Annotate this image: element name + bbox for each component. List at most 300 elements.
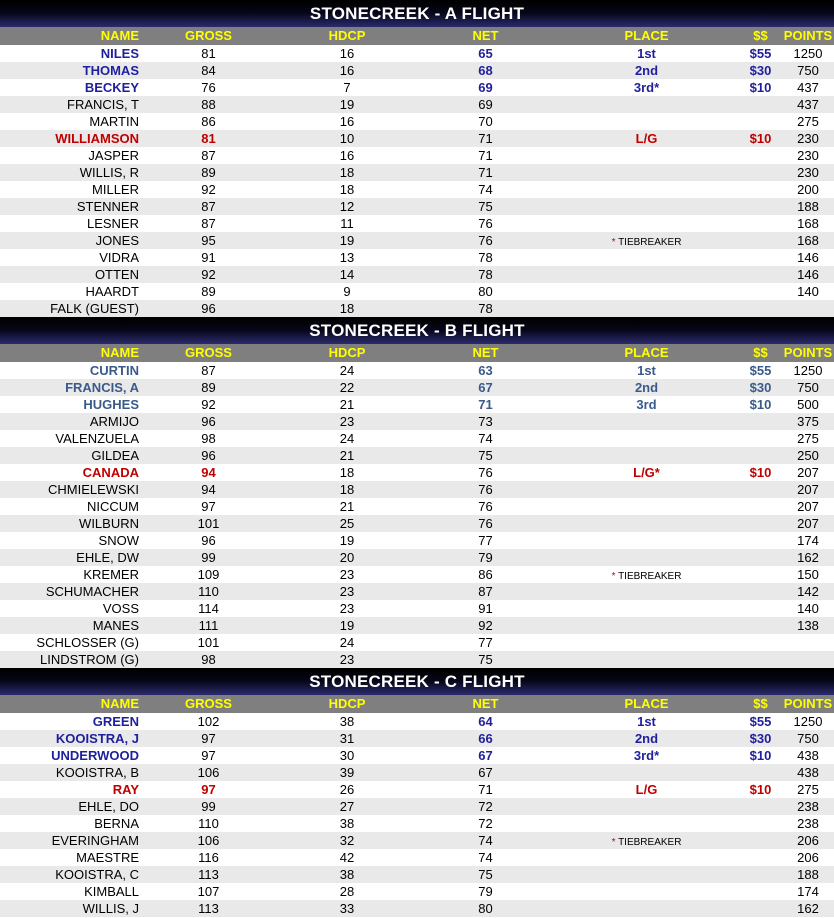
table-row: [0, 651, 834, 668]
cell-place: [554, 798, 739, 815]
cell-name: EVERINGHAM: [51, 833, 139, 848]
cell-points: 162: [797, 901, 819, 916]
table-row: [0, 45, 834, 62]
cell-name: OTTEN: [94, 267, 139, 282]
cell-place: [554, 249, 739, 266]
cell-money: [739, 215, 782, 232]
cell-place: [554, 549, 739, 566]
cell-name: KOOISTRA, C: [55, 867, 139, 882]
cell-name: MANES: [92, 618, 139, 633]
table-row: [0, 300, 834, 317]
cell-gross: 97: [201, 731, 216, 746]
cell-points: 750: [797, 63, 819, 78]
cell-place: [554, 600, 739, 617]
cell-gross: 91: [201, 250, 216, 265]
cell-name: VOSS: [102, 601, 139, 616]
cell-net: 76: [478, 233, 493, 248]
cell-gross: 116: [198, 850, 219, 865]
cell-money: $55: [749, 46, 772, 61]
cell-name: SNOW: [98, 533, 139, 548]
cell-place: [554, 113, 739, 130]
cell-place: 2nd: [634, 731, 659, 746]
cell-net: 63: [478, 363, 493, 378]
cell-net: 67: [478, 765, 493, 780]
cell-points: 230: [797, 131, 819, 146]
cell-points: 750: [797, 731, 819, 746]
cell-money: [739, 815, 782, 832]
cell-hdcp: 23: [339, 601, 355, 616]
cell-net: 65: [478, 46, 493, 61]
table-row: [0, 713, 834, 730]
cell-net: 74: [478, 182, 493, 197]
column-header-place: PLACE: [624, 696, 669, 711]
cell-place: [554, 566, 739, 583]
cell-gross: 76: [201, 80, 216, 95]
cell-points: 207: [797, 482, 819, 497]
cell-place: [554, 651, 739, 668]
cell-gross: 99: [201, 799, 216, 814]
cell-hdcp: 33: [339, 901, 355, 916]
cell-points: 437: [797, 97, 819, 112]
cell-gross: 94: [201, 482, 216, 497]
cell-hdcp: 16: [339, 148, 355, 163]
cell-name: FRANCIS, T: [67, 97, 139, 112]
cell-money: [739, 430, 782, 447]
cell-money: [739, 181, 782, 198]
cell-money: [739, 764, 782, 781]
cell-money: [739, 849, 782, 866]
cell-points: 150: [797, 567, 819, 582]
cell-hdcp: 18: [339, 165, 355, 180]
cell-points: 1250: [793, 363, 823, 378]
cell-gross: 107: [197, 884, 220, 899]
cell-hdcp: 13: [339, 250, 355, 265]
cell-money: [739, 147, 782, 164]
cell-gross: 96: [201, 301, 216, 316]
cell-net: 67: [478, 748, 493, 763]
cell-gross: 88: [201, 97, 216, 112]
cell-net: 79: [478, 884, 493, 899]
cell-money: [739, 515, 782, 532]
cell-net: 69: [478, 97, 493, 112]
cell-net: 91: [478, 601, 493, 616]
cell-points: 1250: [793, 714, 823, 729]
table-row: [0, 164, 834, 181]
cell-hdcp: 19: [339, 233, 355, 248]
cell-money: $30: [749, 731, 772, 746]
cell-place: [554, 498, 739, 515]
column-header-net: NET: [472, 345, 499, 360]
cell-place: [554, 583, 739, 600]
table-row: [0, 79, 834, 96]
cell-net: 92: [478, 618, 493, 633]
cell-money: [739, 866, 782, 883]
tiebreaker-star: *: [611, 237, 616, 248]
table-row: [0, 849, 834, 866]
table-row: [0, 249, 834, 266]
cell-money: [739, 249, 782, 266]
cell-points: 230: [797, 165, 819, 180]
cell-points: 207: [797, 516, 819, 531]
cell-hdcp: 12: [339, 199, 355, 214]
table-row: [0, 747, 834, 764]
column-header-place: PLACE: [624, 345, 669, 360]
table-row: [0, 181, 834, 198]
column-header-row: [0, 344, 834, 362]
table-row: [0, 883, 834, 900]
cell-gross: 113: [198, 867, 219, 882]
table-row: [0, 147, 834, 164]
cell-name: BERNA: [94, 816, 139, 831]
column-header-hdcp: HDCP: [328, 28, 366, 43]
cell-gross: 110: [198, 584, 219, 599]
cell-name: FRANCIS, A: [65, 380, 139, 395]
cell-points: [782, 651, 834, 668]
cell-net: 76: [478, 482, 493, 497]
cell-place: [554, 764, 739, 781]
cell-points: 142: [797, 584, 819, 599]
table-row: [0, 430, 834, 447]
cell-net: 70: [478, 114, 493, 129]
table-row: [0, 515, 834, 532]
cell-name: WILBURN: [79, 516, 139, 531]
column-header-money: $$: [753, 696, 768, 711]
flight-title: STONECREEK - A FLIGHT: [0, 0, 834, 27]
cell-points: 250: [797, 448, 819, 463]
cell-hdcp: 27: [339, 799, 355, 814]
cell-gross: 98: [201, 652, 216, 667]
cell-gross: 87: [201, 148, 216, 163]
cell-name: WILLIS, J: [82, 901, 139, 916]
cell-gross: 111: [198, 618, 219, 633]
table-row: [0, 215, 834, 232]
table-row: [0, 498, 834, 515]
cell-hdcp: 38: [339, 714, 355, 729]
cell-gross: 97: [201, 782, 216, 797]
cell-gross: 84: [201, 63, 216, 78]
cell-points: 437: [797, 80, 819, 95]
cell-name: MARTIN: [89, 114, 139, 129]
table-row: [0, 798, 834, 815]
cell-name: EHLE, DW: [76, 550, 139, 565]
cell-name: JONES: [95, 233, 139, 248]
flight-section: [0, 0, 834, 317]
table-row: [0, 764, 834, 781]
column-header-name: NAME: [100, 28, 139, 43]
cell-hdcp: 38: [339, 867, 355, 882]
cell-place: [554, 532, 739, 549]
cell-place: [554, 283, 739, 300]
cell-hdcp: 23: [339, 652, 355, 667]
cell-net: 75: [478, 199, 493, 214]
cell-money: $30: [749, 63, 772, 78]
cell-money: $10: [749, 748, 772, 763]
cell-money: [739, 413, 782, 430]
cell-hdcp: 19: [339, 97, 355, 112]
cell-hdcp: 21: [339, 499, 355, 514]
table-row: [0, 464, 834, 481]
cell-gross: 95: [201, 233, 216, 248]
cell-name: VIDRA: [99, 250, 139, 265]
cell-place: [554, 617, 739, 634]
table-row: [0, 566, 834, 583]
cell-money: $10: [749, 80, 772, 95]
column-header-row: [0, 695, 834, 713]
cell-hdcp: 26: [339, 782, 355, 797]
cell-hdcp: 39: [339, 765, 355, 780]
cell-hdcp: 22: [339, 380, 355, 395]
table-row: [0, 379, 834, 396]
cell-name: GILDEA: [91, 448, 139, 463]
table-row: [0, 266, 834, 283]
cell-points: 168: [797, 216, 819, 231]
column-header-name: NAME: [100, 345, 139, 360]
cell-place: 2nd: [634, 63, 659, 78]
cell-points: 188: [797, 199, 819, 214]
cell-hdcp: 10: [339, 131, 355, 146]
cell-hdcp: 7: [343, 80, 351, 95]
cell-points: [782, 634, 834, 651]
cell-points: 146: [797, 250, 819, 265]
cell-place: [554, 515, 739, 532]
cell-points: 375: [797, 414, 819, 429]
cell-points: 162: [797, 550, 819, 565]
cell-place: [554, 481, 739, 498]
cell-net: 68: [478, 63, 493, 78]
cell-name: JASPER: [88, 148, 139, 163]
cell-gross: 86: [201, 114, 216, 129]
cell-place: 1st: [637, 714, 656, 729]
cell-hdcp: 30: [339, 748, 355, 763]
cell-points: 750: [797, 380, 819, 395]
cell-gross: 87: [201, 199, 216, 214]
cell-net: 76: [478, 465, 493, 480]
cell-money: [739, 164, 782, 181]
column-header-points: POINTS: [783, 696, 833, 711]
cell-name: HAARDT: [85, 284, 139, 299]
cell-net: 87: [478, 584, 493, 599]
cell-place: [554, 634, 739, 651]
cell-hdcp: 20: [339, 550, 355, 565]
cell-name: VALENZUELA: [55, 431, 139, 446]
cell-hdcp: 32: [339, 833, 355, 848]
cell-gross: 81: [201, 46, 216, 61]
cell-net: 77: [478, 533, 493, 548]
tiebreaker-star: *: [611, 837, 616, 848]
cell-points: 168: [797, 233, 819, 248]
cell-place: [554, 430, 739, 447]
table-row: [0, 617, 834, 634]
column-header-hdcp: HDCP: [328, 345, 366, 360]
cell-points: 174: [797, 884, 819, 899]
cell-name: SCHLOSSER (G): [36, 635, 139, 650]
cell-hdcp: 21: [339, 448, 355, 463]
cell-money: [739, 832, 782, 849]
cell-money: [739, 900, 782, 917]
cell-place: [554, 900, 739, 917]
cell-hdcp: 24: [339, 635, 355, 650]
cell-net: 76: [478, 216, 493, 231]
cell-gross: 101: [197, 635, 220, 650]
table-row: [0, 113, 834, 130]
tiebreaker-label: TIEBREAKER: [618, 237, 682, 248]
cell-money: [739, 532, 782, 549]
column-header-gross: GROSS: [185, 28, 232, 43]
tiebreaker-note: [612, 571, 682, 582]
table-row: [0, 900, 834, 917]
cell-gross: 110: [198, 816, 219, 831]
cell-name: BECKEY: [84, 80, 139, 95]
cell-net: 72: [478, 799, 493, 814]
cell-money: [739, 283, 782, 300]
cell-hdcp: 14: [339, 267, 355, 282]
cell-net: 79: [478, 550, 493, 565]
cell-points: 206: [797, 850, 819, 865]
cell-place: [554, 849, 739, 866]
table-row: [0, 532, 834, 549]
cell-money: [739, 634, 782, 651]
cell-money: $55: [749, 363, 772, 378]
cell-place: [554, 266, 739, 283]
cell-net: 75: [478, 448, 493, 463]
cell-place: 3rd: [636, 397, 657, 412]
tiebreaker-note: [612, 237, 682, 248]
table-row: [0, 130, 834, 147]
flight-section: [0, 668, 834, 917]
flight-section: [0, 317, 834, 668]
cell-money: $10: [749, 397, 772, 412]
cell-hdcp: 9: [343, 284, 351, 299]
table-row: [0, 62, 834, 79]
column-header-net: NET: [472, 696, 499, 711]
cell-net: 71: [478, 148, 493, 163]
cell-place: [554, 181, 739, 198]
cell-name: SCHUMACHER: [45, 584, 139, 599]
cell-net: 74: [478, 833, 493, 848]
cell-net: 71: [478, 165, 493, 180]
cell-place: [554, 815, 739, 832]
cell-points: 230: [797, 148, 819, 163]
cell-name: STENNER: [76, 199, 139, 214]
cell-name: LINDSTROM (G): [40, 652, 139, 667]
cell-points: 140: [797, 284, 819, 299]
cell-place: [554, 883, 739, 900]
cell-money: [739, 583, 782, 600]
cell-place: [554, 198, 739, 215]
cell-points: 206: [797, 833, 819, 848]
cell-hdcp: 23: [339, 584, 355, 599]
cell-money: [739, 198, 782, 215]
cell-name: MILLER: [92, 182, 139, 197]
cell-net: 76: [478, 516, 493, 531]
cell-name: NICCUM: [87, 499, 139, 514]
cell-name: WILLIS, R: [79, 165, 139, 180]
cell-name: CHMIELEWSKI: [47, 482, 139, 497]
cell-gross: 97: [201, 748, 216, 763]
cell-gross: 94: [201, 465, 216, 480]
cell-gross: 92: [201, 397, 216, 412]
cell-place: [554, 413, 739, 430]
cell-name: KOOISTRA, J: [55, 731, 139, 746]
cell-money: [739, 883, 782, 900]
cell-place: L/G: [635, 782, 658, 797]
cell-name: FALK (GUEST): [50, 301, 139, 316]
cell-money: [739, 498, 782, 515]
column-header-place: PLACE: [624, 28, 669, 43]
cell-place: [554, 447, 739, 464]
cell-money: [739, 566, 782, 583]
column-header-name: NAME: [100, 696, 139, 711]
cell-gross: 99: [201, 550, 216, 565]
column-header-hdcp: HDCP: [328, 696, 366, 711]
table-row: [0, 730, 834, 747]
cell-hdcp: 16: [339, 114, 355, 129]
cell-hdcp: 18: [339, 182, 355, 197]
cell-place: 1st: [637, 46, 656, 61]
cell-place: [554, 232, 739, 249]
cell-points: 188: [797, 867, 819, 882]
cell-gross: 89: [201, 165, 216, 180]
column-header-net: NET: [472, 28, 499, 43]
table-row: [0, 413, 834, 430]
cell-net: 76: [478, 499, 493, 514]
cell-hdcp: 25: [339, 516, 355, 531]
cell-net: 75: [478, 652, 493, 667]
cell-net: 71: [478, 131, 493, 146]
table-row: [0, 481, 834, 498]
cell-net: 67: [478, 380, 493, 395]
cell-money: $10: [749, 131, 772, 146]
cell-gross: 98: [201, 431, 216, 446]
cell-money: $55: [749, 714, 772, 729]
cell-net: 77: [478, 635, 493, 650]
cell-gross: 92: [201, 267, 216, 282]
cell-hdcp: 18: [339, 482, 355, 497]
cell-hdcp: 24: [339, 363, 355, 378]
cell-net: 72: [478, 816, 493, 831]
cell-money: [739, 651, 782, 668]
cell-hdcp: 11: [340, 216, 354, 231]
cell-net: 74: [478, 431, 493, 446]
column-header-row: [0, 27, 834, 45]
cell-points: 140: [797, 601, 819, 616]
cell-hdcp: 23: [339, 414, 355, 429]
cell-name: HUGHES: [83, 397, 139, 412]
cell-place: [554, 96, 739, 113]
cell-points: 138: [797, 618, 819, 633]
cell-money: [739, 617, 782, 634]
cell-place: [554, 866, 739, 883]
cell-points: 275: [797, 431, 819, 446]
cell-gross: 87: [201, 216, 216, 231]
cell-place: L/G*: [633, 465, 660, 480]
tiebreaker-label: TIEBREAKER: [618, 571, 682, 582]
flight-title: STONECREEK - C FLIGHT: [0, 668, 834, 695]
column-header-gross: GROSS: [185, 345, 232, 360]
cell-name: CANADA: [82, 465, 139, 480]
cell-points: 146: [797, 267, 819, 282]
cell-money: $30: [749, 380, 772, 395]
cell-money: [739, 481, 782, 498]
table-row: [0, 832, 834, 849]
cell-points: 438: [797, 765, 819, 780]
cell-gross: 89: [201, 284, 216, 299]
cell-place: 3rd*: [633, 80, 660, 95]
table-row: [0, 198, 834, 215]
cell-money: [739, 600, 782, 617]
cell-name: NILES: [100, 46, 139, 61]
column-header-points: POINTS: [783, 28, 833, 43]
